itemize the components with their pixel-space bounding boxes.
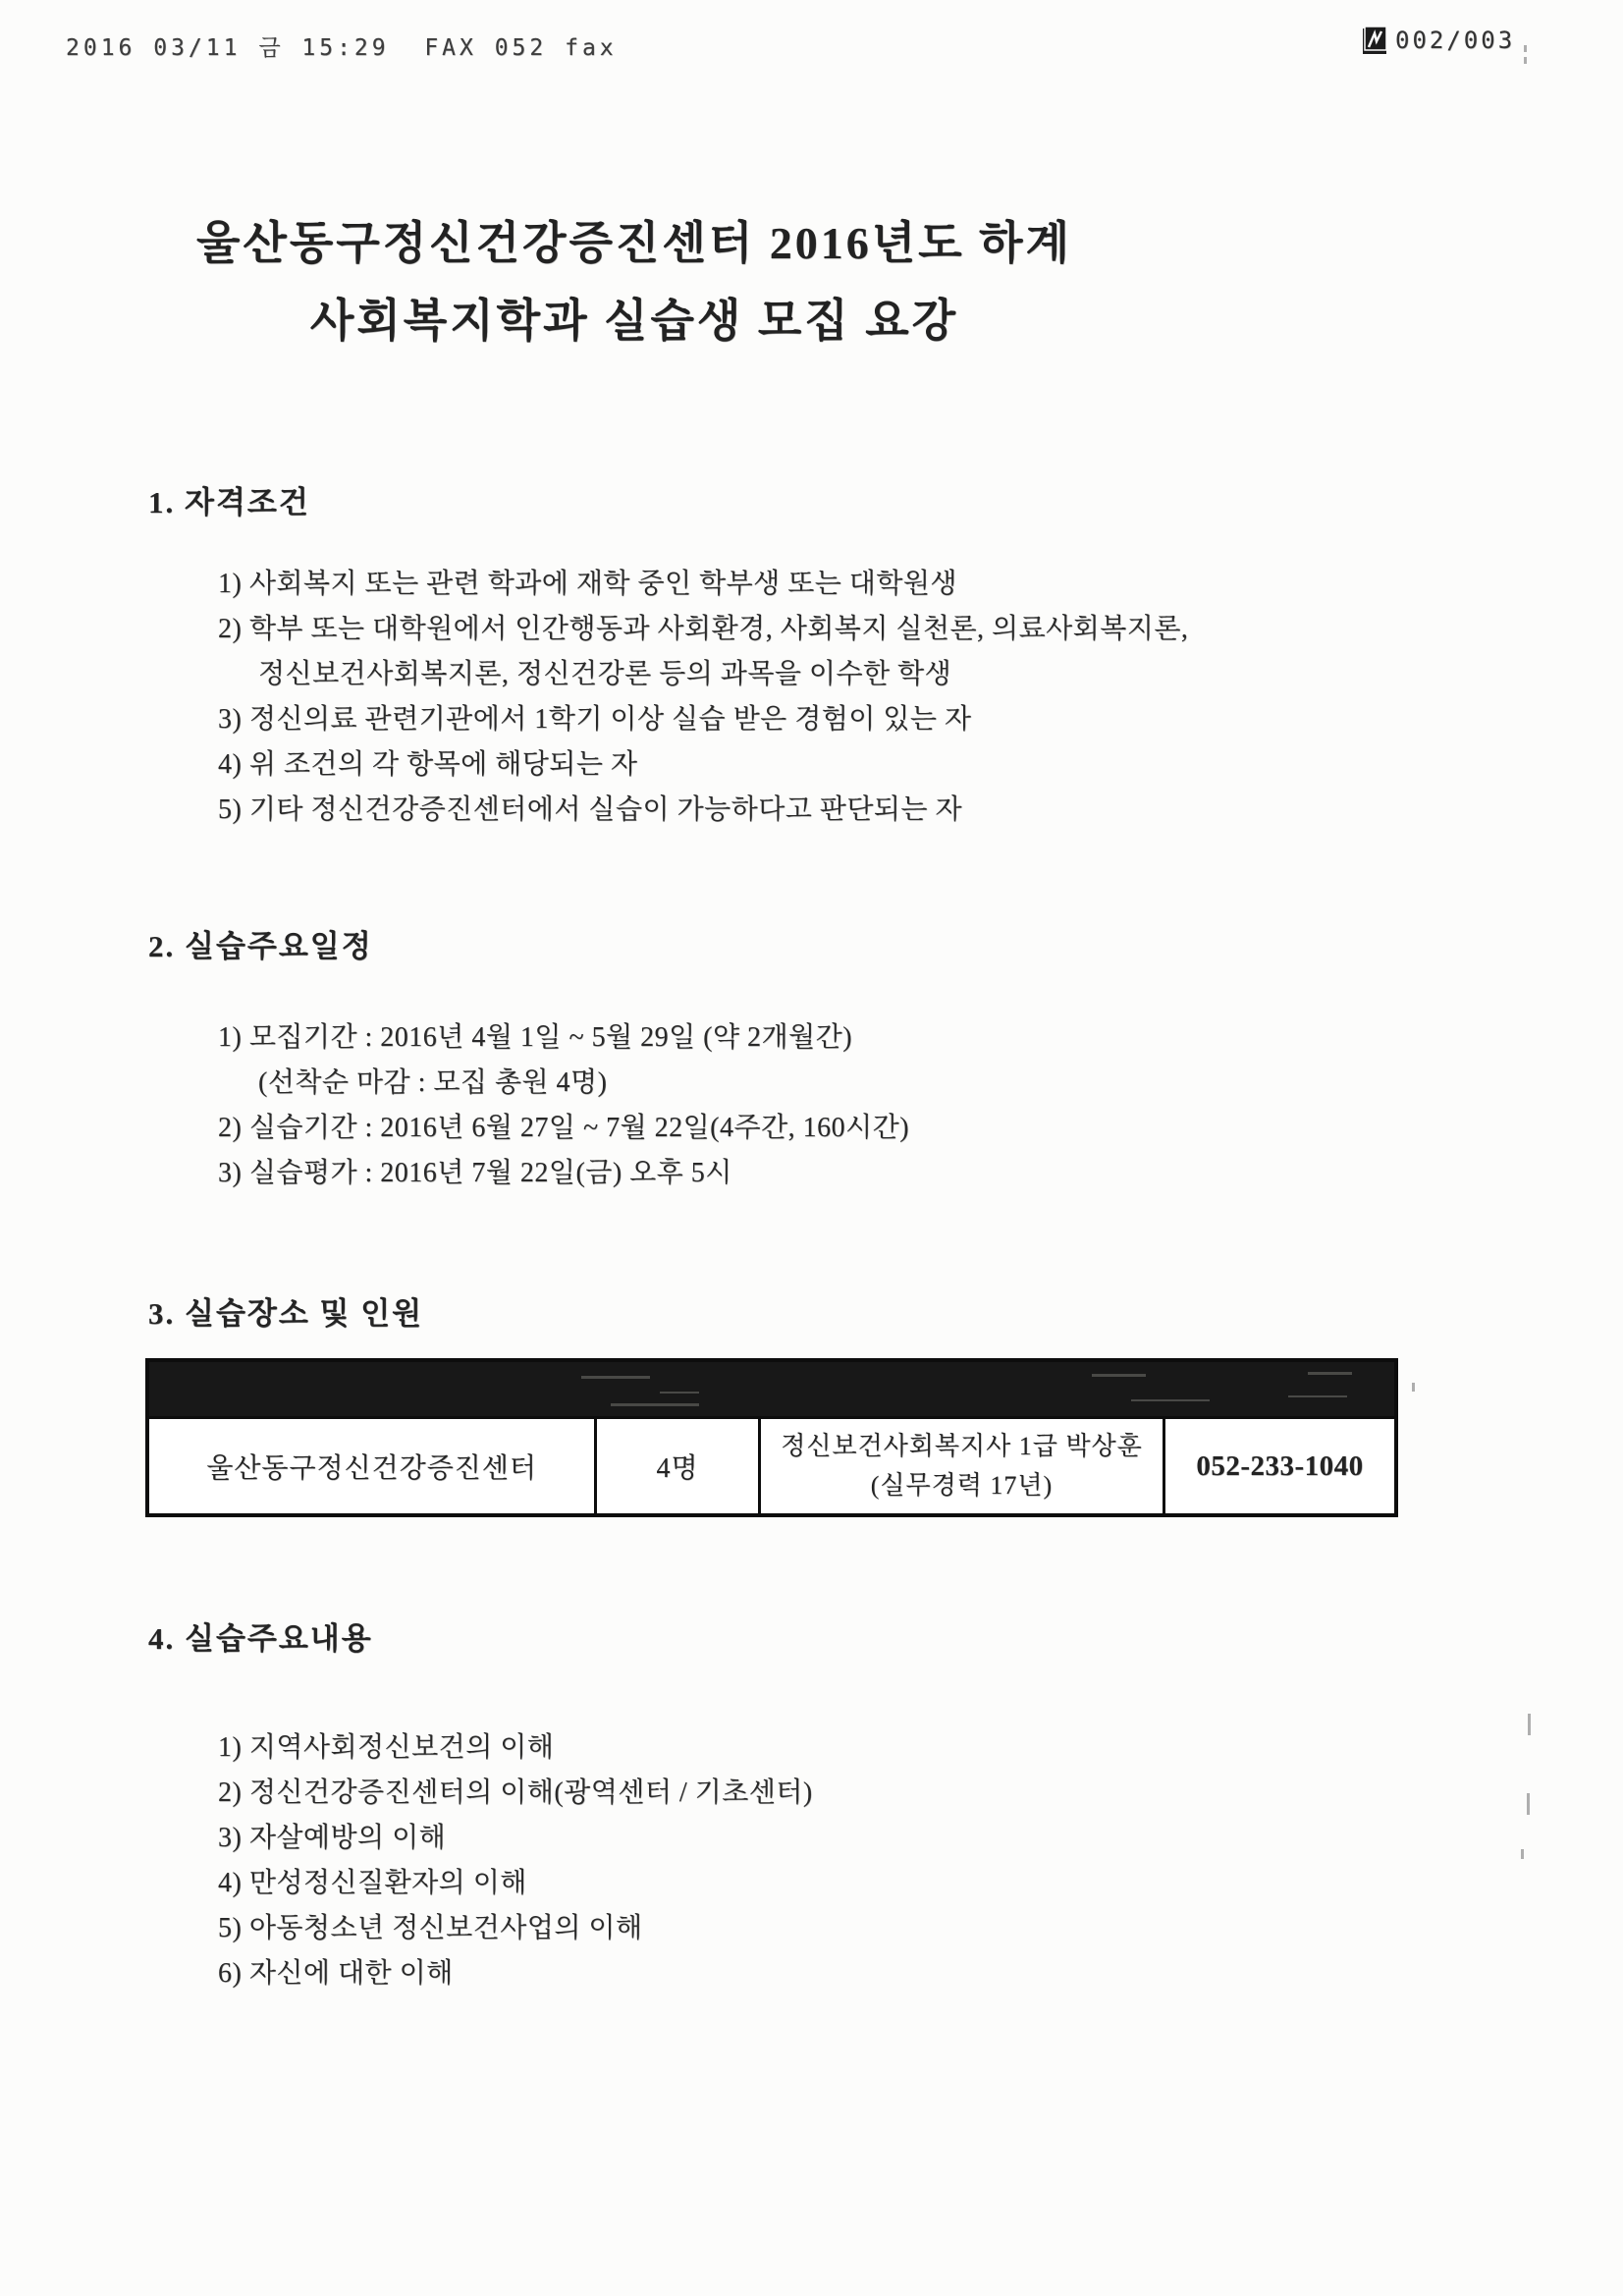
scan-artifact <box>1521 1849 1524 1859</box>
cell-center-name: 울산동구정신건강증진센터 <box>149 1419 597 1513</box>
section1-heading: 1. 자격조건 <box>148 485 310 519</box>
section4-items <box>218 1725 813 1996</box>
fax-page-indicator <box>1362 26 1515 55</box>
supervisor-line-1: 정신보건사회복지사 1급 박상훈 <box>781 1432 1143 1460</box>
section2-item-3: 3) 실습평가 : 2016년 7월 22일(금) 오후 5시 <box>218 1158 732 1188</box>
section4-heading: 4. 실습주요내용 <box>148 1621 373 1656</box>
cell-phone: 052-233-1040 <box>1196 1449 1364 1482</box>
scan-artifact <box>1524 45 1527 52</box>
title-line-1: 울산동구정신건강증진센터 2016년도 하계 <box>196 218 1072 268</box>
section1-item-4: 4) 위 조건의 각 항목에 해당되는 자 <box>218 749 638 780</box>
scan-artifact <box>1528 1714 1531 1735</box>
section1-item-1: 1) 사회복지 또는 관련 학과에 재학 중인 학부생 또는 대학원생 <box>218 569 957 599</box>
cell-supervisor <box>761 1419 1165 1513</box>
section4-item-5: 5) 아동청소년 정신보건사업의 이해 <box>218 1913 643 1943</box>
section4-item-1: 1) 지역사회정신보건의 이해 <box>218 1732 555 1763</box>
table-header-bar <box>149 1362 1394 1416</box>
placement-table <box>145 1358 1398 1517</box>
section1-item-3: 3) 정신의료 관련기관에서 1학기 이상 실습 받은 경험이 있는 자 <box>218 704 972 735</box>
section4-item-3: 3) 자살예방의 이해 <box>218 1823 447 1853</box>
section1-item-2-cont: 정신보건사회복지론, 정신건강론 등의 과목을 이수한 학생 <box>258 659 952 689</box>
fax-page-count: 002/003 <box>1395 27 1516 54</box>
section4-item-6: 6) 자신에 대한 이해 <box>218 1958 454 1989</box>
section4-item-2: 2) 정신건강증진센터의 이해(광역센터 / 기초센터) <box>218 1777 813 1808</box>
section1-items <box>218 562 1188 833</box>
scan-artifact <box>1412 1383 1415 1392</box>
section1-item-5: 5) 기타 정신건강증진센터에서 실습이 가능하다고 판단되는 자 <box>218 794 963 825</box>
supervisor-line-2: (실무경력 17년) <box>870 1471 1054 1500</box>
section3-heading: 3. 실습장소 및 인원 <box>148 1296 424 1331</box>
fax-page-icon <box>1362 26 1388 55</box>
cell-capacity: 4명 <box>597 1419 761 1513</box>
table-row <box>149 1416 1394 1513</box>
section2-item-2: 2) 실습기간 : 2016년 6월 27일 ~ 7월 22일(4주간, 160시간) <box>218 1113 910 1143</box>
section2-heading: 2. 실습주요일정 <box>148 929 373 963</box>
fax-timestamp: 2016 03/11 금 15:29 FAX 052 fax <box>66 35 618 61</box>
section4-item-4: 4) 만성정신질환자의 이해 <box>218 1868 527 1898</box>
section1-item-2: 2) 학부 또는 대학원에서 인간행동과 사회환경, 사회복지 실천론, 의료사회복지론, <box>218 614 1189 644</box>
section2-item-1: 1) 모집기간 : 2016년 4월 1일 ~ 5월 29일 (약 2개월간) <box>218 1022 853 1053</box>
section2-item-1-cont: (선착순 마감 : 모집 총원 4명) <box>258 1067 608 1098</box>
scan-artifact <box>1524 57 1527 64</box>
section2-items <box>218 1015 909 1196</box>
title-line-2: 사회복지학과 실습생 모집 요강 <box>309 296 959 346</box>
document-title <box>0 204 1269 359</box>
scan-artifact <box>1527 1793 1530 1815</box>
